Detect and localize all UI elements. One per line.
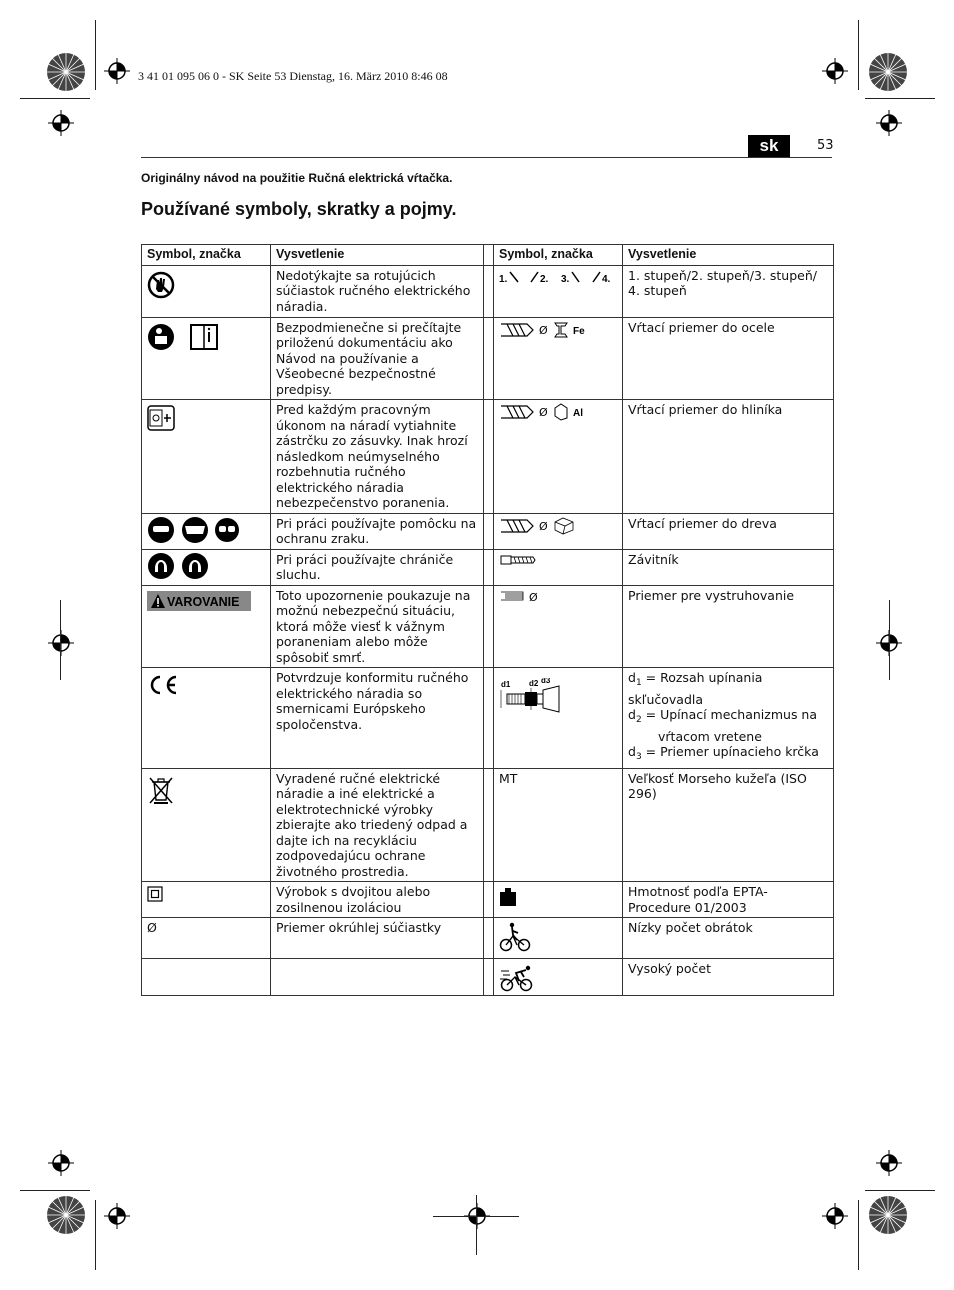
table-header-row [142,245,834,266]
color-rosette-icon [868,1195,908,1235]
explanation-cell: Pri práci používajte pomôcku na ochranu zraku. [271,513,484,549]
table-row [142,265,834,317]
unplug-icon [147,405,175,431]
symbols-table [141,244,834,996]
svg-text:Fe: Fe [573,325,585,337]
crop-mark [20,98,90,99]
symbol-cell [142,265,271,317]
symbol-cell [494,668,623,769]
warning-label-text: VAROVANIE [167,594,240,609]
explanation-cell [623,668,834,769]
crop-mark [858,20,859,90]
crop-mark [889,600,890,680]
column-gap [484,245,494,266]
chuck-line: vŕtacom vretene [658,728,762,744]
svg-text:Ø: Ø [539,519,548,533]
symbol-cell [142,882,271,918]
crop-mark [865,98,935,99]
chuck-dimensions-icon [499,678,569,714]
color-rosette-icon [46,1195,86,1235]
explanation-cell: Potvrdzuje konformitu ručného elektrického náradia so smernicami Európskeho spoločenstva. [271,668,484,769]
explanation-cell: Vyradené ručné elektrické náradie a iné elektrické a elektrotechnické výrobky zbierajte ako triedený odpad a dajte ich na recykláciu zodpovedajúcu ochrane životného prostredia. [271,768,484,882]
svg-text:Ø: Ø [539,323,548,337]
symbol-cell [494,400,623,514]
document-subtitle: Originálny návod na použitie Ručná elektrická vŕtačka. [141,171,453,185]
table-row [142,882,834,918]
print-info: 3 41 01 095 06 0 - SK Seite 53 Dienstag, 16. März 2010 8:46 08 [138,69,448,83]
crop-mark [476,1195,477,1255]
registration-mark-icon [876,110,902,136]
color-rosette-icon [46,52,86,92]
crop-mark [858,1200,859,1270]
explanation-cell: Nedotýkajte sa rotujúcich súčiastok ručného elektrického náradia. [271,265,484,317]
crop-mark [95,20,96,90]
tap-icon [499,552,539,568]
explanation-cell: Závitník [623,549,834,585]
crop-mark [20,1190,90,1191]
explanation-cell: Priemer okrúhlej súčiastky [271,918,484,959]
explanation-cell: Nízky počet obrátok [623,918,834,959]
explanation-cell: Vŕtací priemer do ocele [623,317,834,400]
table-row [142,768,834,882]
symbol-cell [142,959,271,996]
table-row [142,668,834,769]
explanation-cell: Vŕtací priemer do hliníka [623,400,834,514]
column-header-symbol: Symbol, značka [494,245,623,266]
double-insulation-icon [147,886,163,902]
d2-label: d2 [529,679,539,688]
registration-mark-icon [48,110,74,136]
symbol-cell [494,317,623,400]
warning-label [147,591,251,611]
ce-mark-icon [147,674,179,696]
section-heading: Používané symboly, skratky a pojmy. [141,199,457,219]
low-speed-cyclist-icon [499,922,531,952]
explanation-cell: Priemer pre vystruhovanie [623,585,834,668]
symbol-cell: Ø [142,918,271,959]
d1-label: d1 [501,680,511,689]
chuck-line: $d_1$ = Rozsah upínania skľučovadla [628,670,763,707]
explanation-cell: Vŕtací priemer do dreva [623,513,834,549]
registration-mark-icon [822,58,848,84]
chuck-line: $d_3$ = Priemer upínacieho krčka [628,744,819,762]
explanation-cell: Pred každým pracovným úkonom na náradí vytiahnite zástrčku zo zásuvky. Inak hrozí následkom neúmyselného rozbehnutia ručného elektrického náradia nebezpečenstvo poranenia. [271,400,484,514]
weight-icon [499,887,517,907]
high-speed-cyclist-icon [499,963,535,993]
symbol-cell [494,585,623,668]
symbol-cell [494,549,623,585]
crop-mark [60,600,61,680]
table-row [142,317,834,400]
svg-text:3.: 3. [561,273,570,285]
symbol-cell [494,882,623,918]
explanation-cell: Vysoký počet [623,959,834,996]
column-header-explanation: Vysvetlenie [271,245,484,266]
registration-mark-icon [48,1150,74,1176]
crop-mark [95,1200,96,1270]
table-row [142,400,834,514]
symbol-cell [142,549,271,585]
explanation-cell: Toto upozornenie poukazuje na možnú nebezpečnú situáciu, ktorá môže viesť k vážnym poraneniam alebo môže spôsobiť smrť. [271,585,484,668]
svg-text:Ø: Ø [529,591,538,604]
registration-mark-icon [104,1203,130,1229]
explanation-cell: Hmotnosť podľa EPTA-Procedure 01/2003 [623,882,834,918]
symbol-cell [494,265,623,317]
registration-mark-icon [822,1203,848,1229]
color-rosette-icon [868,52,908,92]
crop-mark [865,1190,935,1191]
gear-stages-icon [499,268,615,288]
table-row [142,959,834,996]
symbol-cell: MT [494,768,623,882]
explanation-cell: 1. stupeň/2. stupeň/3. stupeň/ 4. stupeň [623,265,834,317]
column-header-symbol: Symbol, značka [142,245,271,266]
symbol-cell [142,400,271,514]
no-touch-rotating-parts-icon [147,271,175,299]
column-header-explanation: Vysvetlenie [623,245,834,266]
drill-wood-icon [499,516,579,536]
table-row [142,549,834,585]
registration-mark-icon [48,630,74,656]
svg-text:2.: 2. [540,273,549,285]
reamer-icon [499,588,547,604]
svg-text:Ø: Ø [539,406,548,419]
page-number: 53 [817,138,834,153]
svg-text:1.: 1. [499,273,508,285]
table-row [142,585,834,668]
table-row [142,918,834,959]
table-row [142,513,834,549]
eye-protection-icon [147,516,239,544]
symbol-cell [494,918,623,959]
header-rule [141,157,832,158]
explanation-cell: Bezpodmienečne si prečítajte priloženú dokumentáciu ako Návod na používanie a Všeobecné bezpečnostné predpisy. [271,317,484,400]
registration-mark-icon [104,58,130,84]
explanation-cell: Výrobok s dvojitou alebo zosilnenou izoláciou [271,882,484,918]
symbol-cell [142,768,271,882]
symbol-cell [142,513,271,549]
symbol-cell [142,317,271,400]
explanation-cell: Veľkosť Morseho kužeľa (ISO 296) [623,768,834,882]
svg-text:4.: 4. [602,273,611,285]
explanation-cell [271,959,484,996]
read-manual-icon [147,322,219,352]
drill-aluminium-icon [499,402,591,422]
registration-mark-icon [876,1150,902,1176]
weee-bin-icon [147,774,175,806]
language-badge: sk [748,135,790,157]
symbol-cell [142,668,271,769]
svg-text:Al: Al [573,408,583,419]
symbol-cell [494,959,623,996]
d3-label: d3 [541,678,551,685]
symbol-cell [142,585,271,668]
symbol-cell [494,513,623,549]
drill-steel-icon [499,320,591,340]
ear-protection-icon [147,552,211,580]
explanation-cell: Pri práci používajte chrániče sluchu. [271,549,484,585]
chuck-line: $d_2$ = Upínací mechanizmus na [628,707,818,725]
